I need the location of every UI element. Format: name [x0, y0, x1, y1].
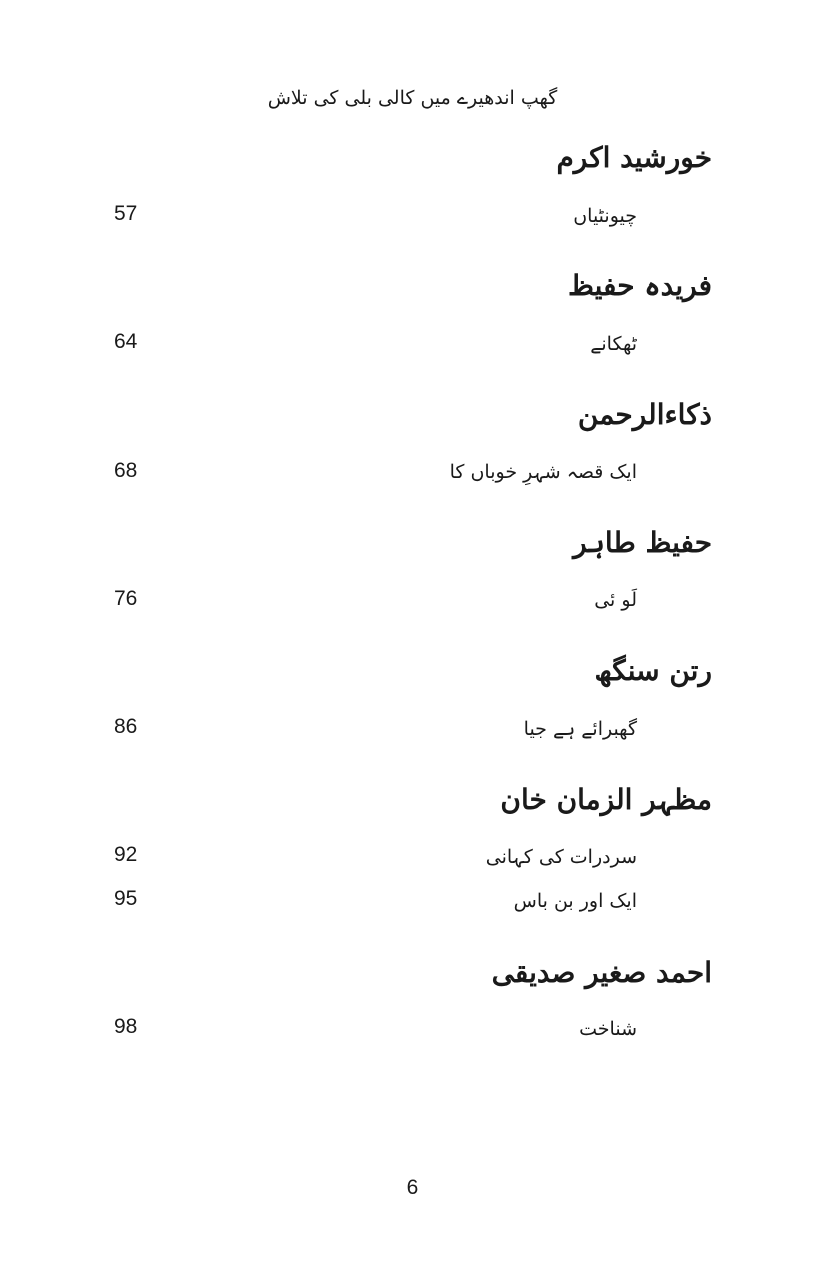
running-title: گھپ اندھیرے میں کالی بلی کی تلاش [267, 87, 558, 109]
story-title: گھبرائے ہے جیا [523, 718, 637, 740]
story-title: لَو ئی [594, 589, 637, 611]
folio-page-number: 6 [406, 1176, 419, 1199]
author-name: احمد صغیر صدیقی [491, 956, 712, 989]
author-name: رتن سنگھ [594, 654, 712, 687]
author-name: خورشید اکرم [556, 141, 712, 174]
story-title: شناخت [579, 1018, 637, 1040]
author-name: ذکاءالرحمن [577, 398, 712, 431]
story-title: ایک اور بن باس [513, 890, 637, 912]
page-number: 92 [114, 843, 138, 866]
story-title: ایک قصہ شہرِ خوباں کا [449, 461, 637, 483]
page-number: 98 [114, 1015, 138, 1038]
page-number: 76 [114, 587, 138, 610]
story-title: ٹھکانے [590, 333, 637, 355]
story-title: چیونٹیاں [573, 205, 637, 227]
author-name: حفیظ طاہر [573, 526, 712, 559]
author-name: مظہر الزمان خان [500, 783, 712, 816]
story-title: سردرات کی کہانی [485, 846, 637, 868]
page-number: 95 [114, 887, 138, 910]
page-number: 86 [114, 715, 138, 738]
page-number: 57 [114, 202, 138, 225]
author-name: فریدہ حفیظ [568, 269, 712, 302]
page-number: 68 [114, 459, 138, 482]
page-number: 64 [114, 330, 138, 353]
